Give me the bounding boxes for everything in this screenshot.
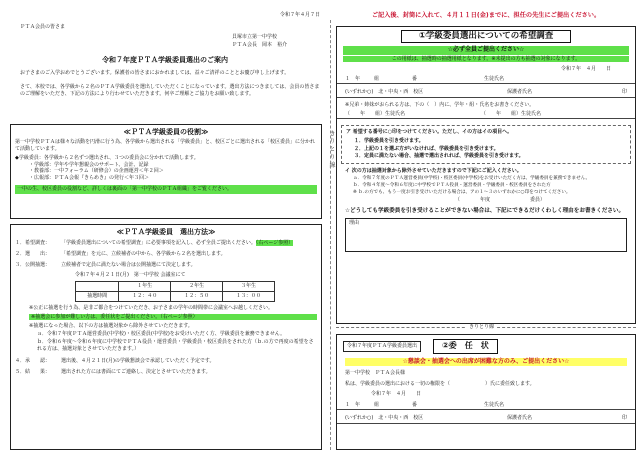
exempt-intro: ※抽選になった場合、以下の方は抽選対象から除外させていただきます。 — [29, 323, 193, 330]
role-item: ・教養部：一中フォーラム（研修会）の企画運営＜年２回＞ — [29, 168, 164, 175]
class-field[interactable]: 組 — [374, 402, 380, 409]
grade-field: １ 年 — [345, 76, 361, 83]
lottery-table — [75, 281, 275, 302]
seal-mark: 印 — [621, 88, 627, 95]
sibling-note: ※兄弟・姉妹がおられる方は、下の（ ）内に、学年・組・氏名をお書きください。 — [345, 101, 535, 108]
exempt-note: ※ ｂ.の方でも、もう一度お引き受けいただける場合は、アの１～３のいずれかに○印をつけてください。 — [353, 190, 571, 196]
submission-notice: ご記入後、封筒に入れて、４月１１日(金)までに、担任の先生にご提出ください。 — [371, 12, 601, 19]
issue-date: 令和７年４月７日 — [279, 12, 320, 18]
seal-mark: 印 — [621, 414, 627, 421]
table-cell: １３：００ — [223, 292, 275, 302]
proxy-text[interactable]: 私は、学級委員の選出における一切の権限を（ ）氏に委任致します。 — [345, 380, 535, 387]
sibling-row[interactable]: （ 年 組）生徒氏名 — [481, 111, 542, 118]
method-title: ≪ＰＴＡ学級委員 選出方法≫ — [116, 228, 216, 236]
proxy-notice: ☆懇談会・抽選会への出席が困難な方のみ、ご提出ください☆ — [345, 358, 627, 366]
lottery-note: ※公正に抽選を行う為、是非ご都合をつけていただき、お子さまの学年の時間帯に会議室へお越しください。 — [29, 304, 273, 311]
student-name-field[interactable]: 生徒氏名 — [484, 76, 505, 83]
wish-option[interactable]: ３．定員に満たない場合、抽選で選出されれば、学級委員を引き受けます。 — [354, 153, 524, 160]
from-school: 貝塚市立第一中学校 — [232, 34, 278, 40]
exempt-item-a: ａ．令和７年度ＰＴＡ運営委員(中学校)・校区委員(中学校)をお受けいただく方、学級委員を兼務できません。 — [37, 331, 286, 338]
proxy-title: ②委 任 状 — [433, 339, 498, 354]
role-item: ・広報部：ＰＴＡ会報『きらめき』の発行＜年３回＞ — [29, 175, 150, 182]
role-bullet: ◆学級委員：各学級から２名ずつ選出され、３つの委員会に分かれて活動します。 — [15, 154, 199, 161]
proxy-date: 令和７年 ４月 日 — [371, 391, 422, 398]
role-section — [10, 124, 322, 219]
guardian-name-field[interactable]: 保護者氏名 — [507, 414, 533, 421]
wish-option[interactable]: ２．上記の１を選ぶ方がいなければ、学級委員を引き受けます。 — [354, 145, 499, 152]
table-cell: １２：５０ — [171, 292, 223, 302]
step2-label: ２．選 出： — [15, 251, 51, 258]
cut-guide — [330, 20, 331, 450]
wish-section — [341, 125, 631, 164]
table-header: ２年生 — [171, 282, 223, 292]
reason-textarea[interactable] — [345, 218, 627, 252]
page-title: 令和７年度ＰＴＡ学級委員選出のご案内 — [102, 56, 228, 64]
survey-required: ☆必ず全員ご提出ください☆ — [343, 46, 629, 54]
step3-label: ３．公開抽選： — [15, 261, 51, 268]
step4-text: 選出後、４月２１日(月)の学級懇談会で承認していただく予定です。 — [61, 358, 215, 365]
survey-lottery-note: この用紙は、抽選時の抽選用紙となります。※未提出の方も抽選の対象になります。 — [343, 56, 629, 63]
table-row-label: 抽選時間 — [76, 292, 119, 302]
cut-line-label: きりとり線 — [466, 324, 497, 331]
step1-text: 「学級委員選出についての希望調査」に必要事項を記入し、必ず全員ご提出ください。 — [61, 240, 256, 247]
survey-title: ①学級委員選出についての希望調査 — [401, 30, 571, 43]
survey-form — [336, 26, 636, 324]
step1-label: １．希望調査： — [15, 240, 51, 247]
exempt-item-b: ｂ．令和４年度～令和６年度に中学校でＰＴＡ役員・運営委員・学級委員・校区委員をされた方 — [353, 183, 551, 188]
exempt-title: イ 次の方は抽選対象から除外させていただきますので下記にご記入ください。 — [345, 168, 522, 175]
grade-field: １ 年 — [345, 402, 361, 409]
reason-label: 理由 — [349, 219, 360, 226]
cut-line-vertical: き り と り 線 — [328, 130, 335, 168]
role-note: 一中の生、校区委員の役割など、詳しくは裏面の「第一中学校のＰＴＡ組織」をご覧ください。 — [15, 185, 317, 194]
sibling-row[interactable]: （ 年 組）生徒氏名 — [345, 111, 406, 118]
step3-text: 立候補者で定員に満たない場合は公開抽選にて決定します。 — [61, 261, 196, 268]
student-name-field[interactable]: 生徒氏名 — [484, 402, 505, 409]
wish-option[interactable]: １．学級委員を引き受けます。 — [354, 137, 424, 144]
table-header: １年生 — [119, 282, 171, 292]
exempt-year-field[interactable]: （ 年度 委員） — [455, 197, 546, 204]
exempt-item-b: ｂ．令和６年度～令和６年度に中学校でＰＴＡ役員・運営委員・学級委員・校区委員をされた方（ｂ.の方で再度の希望をされる方は、抽選対象とさせていただきます。） — [37, 338, 314, 352]
lottery-proxy-note: ※抽選会に参加が難しい方は、委任状をご提出ください。（右ページ参照） — [29, 314, 317, 321]
lottery-date: 令和７年４月２１日(月) 第一中学校 会議室にて — [75, 271, 186, 278]
district-field[interactable]: (いずれか○) 北・中央・西 校区 — [345, 414, 424, 421]
step4-label: ４．承 認： — [15, 358, 51, 365]
district-field[interactable]: (いずれか○) 北・中央・西 校区 — [345, 88, 424, 95]
reason-title: ☆どうしても学級委員を引き受けることができない場合は、下記にできるだけくわしく理由をお書きください。 — [345, 208, 625, 215]
role-description: 第一中学校ＰＴＡは様々な活動を円滑に行う為、各学級から選出される「学級委員」と、校区ごとに選出される「校区委員」に分かれて活動しています。 — [15, 139, 316, 153]
class-field[interactable]: 組 — [374, 76, 380, 83]
role-title: ≪ＰＴＡ学級委員の役割≫ — [123, 128, 209, 136]
intro-paragraph-2: さて、本校では、各学級から２名のＰＴＡ学級委員を選出していただくことになっています。選出方法につきましては、会員の皆さまのご理解をいただき、下記の方法により行わせていただきます。何卒ご理解とご協力をお願い致します。 — [20, 84, 320, 97]
number-field[interactable]: 番 — [412, 76, 418, 83]
method-section — [10, 224, 322, 450]
proxy-form — [336, 334, 636, 450]
role-item: ・学級部：学年や学年懇親会のサポート、会計、記録 — [29, 161, 149, 168]
survey-date: 令和７年 ４月 日 — [560, 66, 611, 73]
wish-title: ア 希望する番号に○印をつけてください。ただし、イの方はイの項目へ。 — [346, 129, 513, 136]
step1-highlight: （右ページ参照） — [255, 240, 294, 247]
proxy-addressee: 第一中学校 ＰＴＡ会長様 — [345, 369, 406, 376]
right-page — [336, 4, 636, 452]
table-header — [76, 282, 119, 292]
addressee: ＰＴＡ会員の皆さま — [20, 24, 66, 30]
left-page — [6, 4, 324, 452]
exempt-section — [341, 168, 631, 204]
table-cell: １２：４０ — [119, 292, 171, 302]
number-field[interactable]: 番 — [412, 402, 418, 409]
step5-label: ５．結 果： — [15, 369, 51, 376]
proxy-header: 令和７年度ＰＴＡ学級委員選出 — [343, 341, 421, 352]
step2-text: 「希望調査」を元に、立候補者の中から、各学級から２名を選出します。 — [61, 251, 226, 258]
intro-paragraph-1: お子さまのご入学おめでとうございます。保護者の皆さまにおかれましては、益々ご清祥のこととお慶び申し上げます。 — [20, 70, 290, 76]
step5-text: 選出された方には書面にてご連絡し、決定とさせていただきます。 — [61, 369, 211, 376]
table-header: ３年生 — [223, 282, 275, 292]
exempt-item-a: ａ．令和７年度のＰＴＡ運営委員(中学校)・校区委員(中学校)をお受けいただく方は、学級委員を兼務できません。 — [353, 175, 591, 181]
from-person: ＰＴＡ会長 岡本 裕介 — [232, 42, 288, 48]
guardian-name-field[interactable]: 保護者氏名 — [507, 88, 533, 95]
